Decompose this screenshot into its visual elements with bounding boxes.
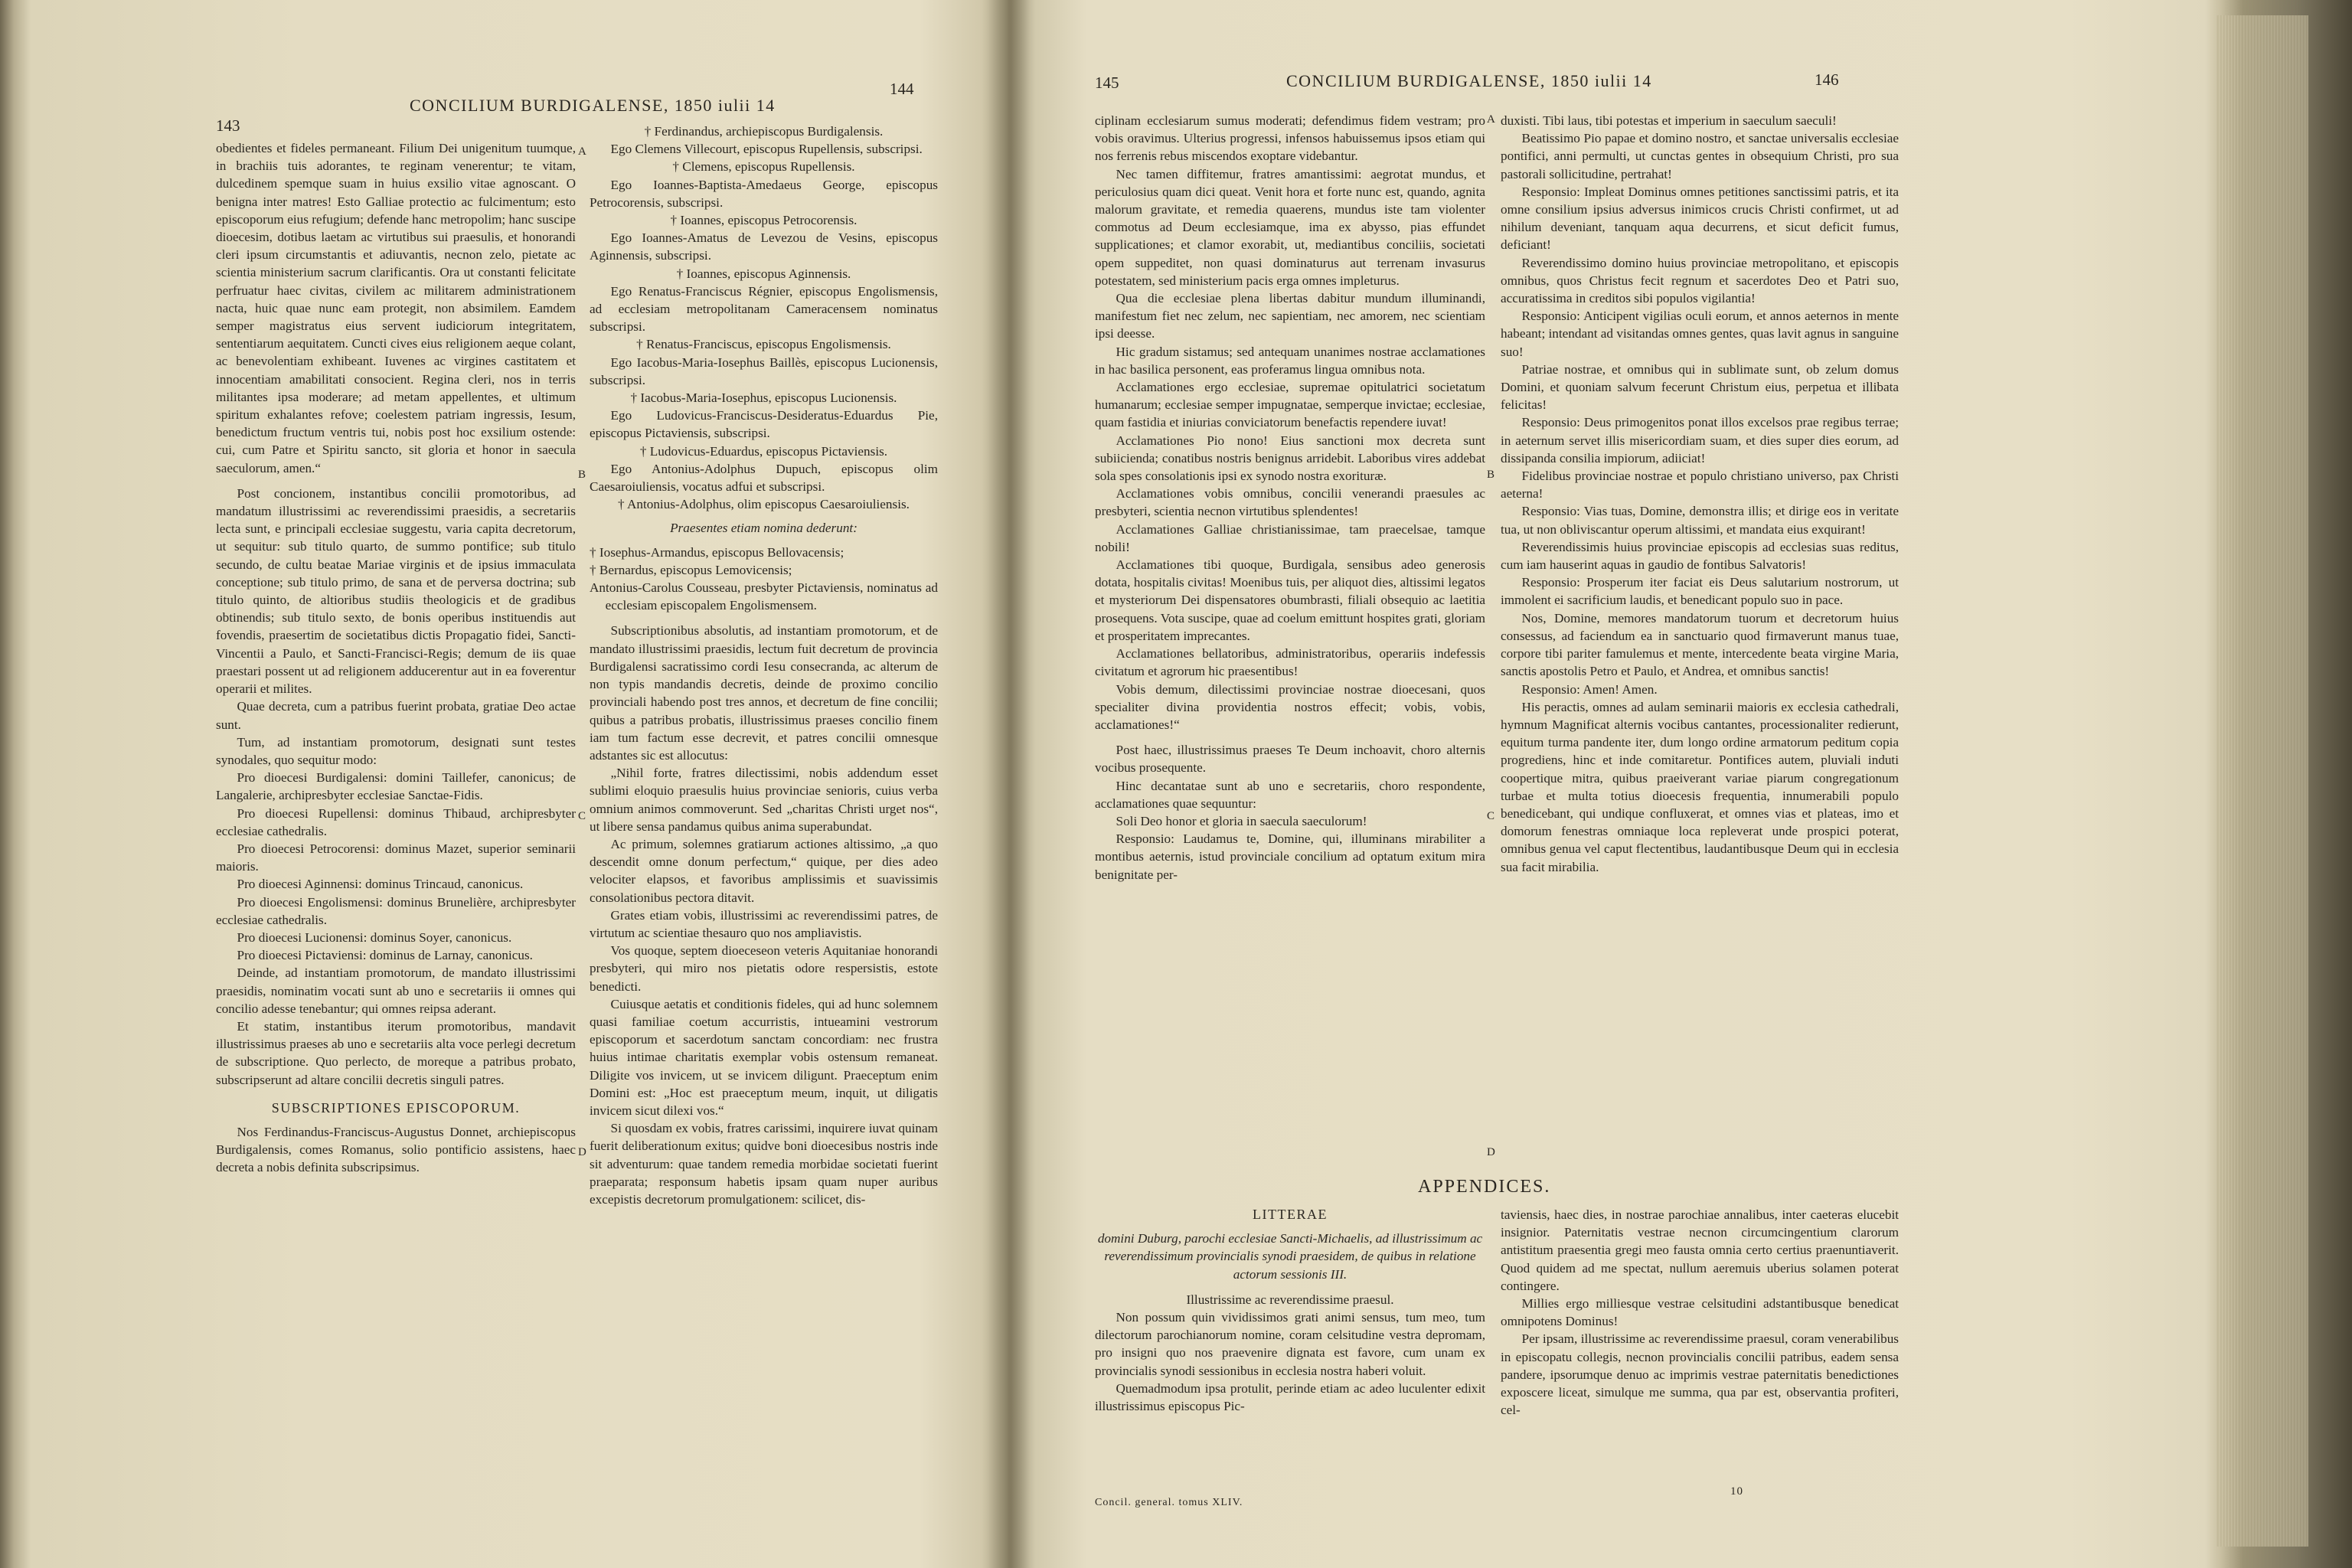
margin-letter: C xyxy=(578,810,586,822)
paragraph: Nec tamen diffitemur, fratres amantissimi: aegrotat mundus, et periculosius quam dici queat. Venit hora et forte nunc est, quando, agnita malorum gravitate, et remedia quaerens, mundus iste tam violenter commotus ad Deum ecclesiamque, ima ex abysso, pias effundet supplicationes; et clamor exorabit, ut, mediantibus conciliis, societati opem suppeditet, non quasi dominaturus aut terrenam invasurus potestatem, sed ministerium pacis erga omnes impleturus. xyxy=(1095,166,1485,288)
signature-line: † Ludovicus-Eduardus, episcopus Pictaviensis. xyxy=(639,443,888,459)
signature-line: † Renatus-Franciscus, episcopus Engolismensis. xyxy=(636,337,891,352)
paragraph: Millies ergo milliesque vestrae celsitudini adstantibusque benedicat omnipotens Dominus! xyxy=(1501,1296,1899,1329)
paragraph: Pro dioecesi Aginnensi: dominus Trincaud, canonicus. xyxy=(237,877,524,892)
running-head: CONCILIUM BURDIGALENSE, 1850 iulii 14 xyxy=(410,96,776,115)
left-page xyxy=(0,0,1018,1568)
section-heading: LITTERAE xyxy=(1253,1207,1328,1222)
margin-letter: D xyxy=(1487,1146,1495,1158)
paragraph: Patriae nostrae, et omnibus qui in sublimate sunt, ob zelum domus Domini, et quoniam salvum fecerunt Christum eius, perpetua et illibata felicitas! xyxy=(1501,361,1899,413)
signature-line: Ego Ioannes-Amatus de Levezou de Vesins, episcopus Aginnensis, subscripsi. xyxy=(590,230,938,263)
section-heading: SUBSCRIPTIONES EPISCOPORUM. xyxy=(271,1099,521,1116)
paragraph: Pro dioecesi Lucionensi: dominus Soyer, canonicus. xyxy=(237,929,512,945)
paragraph: Acclamationes bellatoribus, administratoribus, operariis indefessis civitatum et agrorum hic praesentibus! xyxy=(1095,646,1485,679)
paragraph: Pro dioecesi Engolismensi: dominus Brunelière, archipresbyter ecclesiae cathedralis. xyxy=(216,894,576,927)
margin-letter: A xyxy=(578,145,586,158)
text-column xyxy=(1095,112,1485,1168)
signature-line: † Iosephus-Armandus, episcopus Bellovacensis; xyxy=(590,544,844,560)
signature-line: † Iacobus-Maria-Iosephus, episcopus Lucionensis. xyxy=(630,390,897,406)
margin-letter: C xyxy=(1487,810,1495,822)
paragraph: Responsio: Vias tuas, Domine, demonstra illis; et dirige eos in veritate tua, ut non obliviscantur operum altissimi, et mandata eius exquirant! xyxy=(1501,504,1899,537)
paragraph: Si quosdam ex vobis, fratres carissimi, inquirere iuvat quinam fuerit deliberationum exitus; quidve boni dioecesibus nostris inde sit adventurum: quae tandem remedia morbidae societati fuerint praeparata; responsum habetis ipsam quam nuper auribus excepistis decretorum promulgationem: scilicet, dis- xyxy=(590,1121,938,1207)
paragraph: Vos quoque, septem dioeceseon veteris Aquitaniae honorandi presbyteri, qui miro nos pietatis odore respersistis, estote benedicti. xyxy=(590,943,938,994)
margin-letter: B xyxy=(578,469,586,481)
paragraph: Nos, Domine, memores mandatorum tuorum et decretorum huius consessus, ad faciendum ea in sanctuario quod firmaverunt manus tuae, corpore tibi pariter famulemus et mente, intercedente beata virgine Maria, sanctis apostolis Petro et Paulo, et Andrea, et omnibus sanctis! xyxy=(1501,610,1899,679)
margin-letter: B xyxy=(1487,469,1495,481)
signature-line: † Clemens, episcopus Rupellensis. xyxy=(672,159,855,175)
signature-line: Ego Clemens Villecourt, episcopus Rupellensis, subscripsi. xyxy=(610,142,923,157)
margin-letter: A xyxy=(1487,113,1495,126)
signature-line: † Bernardus, episcopus Lemovicensis; xyxy=(590,562,792,577)
text-column xyxy=(1095,1206,1485,1512)
signature-line: Antonius-Carolus Cousseau, presbyter Pictaviensis, nominatus ad ecclesiam episcopalem Engolismensem. xyxy=(590,580,938,613)
paragraph: Acclamationes vobis omnibus, concilii venerandi praesules ac presbyteri, scientia necnon virtutibus splendentes! xyxy=(1095,486,1485,519)
paragraph: Pro dioecesi Petrocorensi: dominus Mazet, superior seminarii maioris. xyxy=(216,841,576,874)
signature-line: Ego Iacobus-Maria-Iosephus Baillès, episcopus Lucionensis, subscripsi. xyxy=(590,354,938,387)
paragraph: Hic gradum sistamus; sed antequam unanimes nostrae acclamationes in hac basilica personent, eas proferamus lingua omnibus nota. xyxy=(1095,344,1485,377)
signature-mark: 10 xyxy=(1730,1485,1743,1498)
paragraph: Subscriptionibus absolutis, ad instantiam promotorum, et de mandato illustrissimi praesidis, lectum fuit decretum de provincia Burdigalensi sacratissimo cordi Iesu consecranda, ac alterum de non typis mandandis decretis, deinde de proximo concilio provinciali habendo post tres annos, et decretum de fine concilii; quibus a patribus probatis, illustrissimus praeses concilio finem iam tum factum esse decrevit, et patres concilii omnesque adstantes sic est allocutus: xyxy=(590,623,938,763)
paragraph: Per ipsam, illustrissime ac reverendissime praesul, coram venerabilibus in episcopatu collegis, necnon provincialis concilii patribus, eadem sensa pandere, ipsorumque denuo ac imprimis vestrae paternitatis benedictiones exposcere liceat, simulque me summa, qua par est, observantia profiteri, cel- xyxy=(1501,1331,1899,1418)
paragraph: ciplinam ecclesiarum sumus moderati; defendimus fidem vestram; pro vobis oravimus. Ulterius progressi, infensos habuissemus ipsos etiam qui nos ferrenis rebus miscendos exoptare videbantur. xyxy=(1095,113,1485,164)
paragraph: Quemadmodum ipsa protulit, perinde etiam ac adeo luculenter edixit illustrissimus episcopus Pic- xyxy=(1095,1380,1485,1414)
paragraph: „Nihil forte, fratres dilectissimi, nobis addendum esset sublimi eloquio praesulis huius provinciae senioris, cuius verba omnium animos commoverunt. Sed „charitas Christi urget nos“, ut libere sensa pandamus quibus anima superabundat. xyxy=(590,766,938,834)
text-column xyxy=(1501,1206,1899,1512)
paragraph: Pro dioecesi Burdigalensi: domini Taillefer, canonicus; de Langalerie, archipresbyter ecclesiae Sanctae-Fidis. xyxy=(216,770,576,803)
paragraph: Reverendissimo domino huius provinciae metropolitano, et episcopis omnibus, quos Christus fecit regnum et sacerdotes Deo et Patri suo, accuratissima in creditos sibi populos vigilantia! xyxy=(1501,255,1899,306)
paragraph: Beatissimo Pio papae et domino nostro, et sanctae universalis ecclesiae pontifici, anni permulti, ut cunctas gentes in obsequium Christi, pro sua pastorali sollicitudine, pertrahat! xyxy=(1501,131,1899,181)
text-column xyxy=(590,122,938,1516)
paragraph: Responsio: Amen! Amen. xyxy=(1521,681,1658,697)
page-number: 145 xyxy=(1095,74,1119,92)
text-column xyxy=(1501,112,1899,1168)
paragraph: Et statim, instantibus iterum promotoribus, mandavit illustrissimus praeses ab uno e secretariis alta voce perlegi decretum de subscriptione. Quo perlecto, de moreque a patribus probato, subscripserunt ad altare concilii decretis singuli patres. xyxy=(216,1018,576,1087)
salutation: Illustrissime ac reverendissime praesul. xyxy=(1186,1292,1394,1307)
signature-line: † Antonius-Adolphus, olim episcopus Caesaroiuliensis. xyxy=(618,497,910,512)
signature-line: † Ferdinandus, archiepiscopus Burdigalensis. xyxy=(644,124,884,139)
paragraph: Responsio: Laudamus te, Domine, qui, illuminans mirabiliter a montibus aeternis, istud provinciale concilium ad optatum exitum mira benignitate per- xyxy=(1095,831,1485,882)
signature-line: † Ioannes, episcopus Petrocorensis. xyxy=(670,213,858,228)
signature-line: † Ioannes, episcopus Aginnensis. xyxy=(676,266,851,281)
section-heading: Praesentes etiam nomina dederunt: xyxy=(670,521,858,536)
appendices-heading: APPENDICES. xyxy=(1418,1177,1551,1197)
signature-line: Ego Ludovicus-Franciscus-Desideratus-Eduardus Pie, episcopus Pictaviensis, subscripsi. xyxy=(590,408,938,441)
paragraph: Cuiusque aetatis et conditionis fideles, qui ad hunc solemnem quasi familiae coetum accurristis, intueamini vestrorum episcoporum et sacerdotum sanctam concordiam: nec frustra huius intimae charitatis exemplar vobis ostensum remaneat. Diligite vos invicem, ut se invicem diligunt. Praeceptum enim Domini est: „Hoc est praeceptum meum, inquit, ut diligatis invicem sicut dilexi vos.“ xyxy=(590,996,938,1118)
margin-letter: D xyxy=(578,1146,586,1158)
paragraph: Quae decreta, cum a patribus fuerint probata, gratiae Deo actae sunt. xyxy=(216,699,576,732)
paragraph: Vobis demum, dilectissimi provinciae nostrae dioecesani, quos specialiter divina providentia nostros effecit; vobis, vobis, acclamationes!“ xyxy=(1095,681,1485,732)
paragraph: Responsio: Anticipent vigilias oculi eorum, et annos aeternos in mente habeant; intendant ad visitandas omnes gentes, quas lavit agnus in sanguine suo! xyxy=(1501,309,1899,359)
paragraph: taviensis, haec dies, in nostrae parochiae annalibus, inter caeteras elucebit insignior. Paternitatis vestrae necnon circumcingentium clarorum antistitum praesentia gregi meo fausta omnia certo certius praenuntiaverit. Quod quidem ad me spectat, nullum aeremuis uberius solamen poterat contingere. xyxy=(1501,1207,1899,1293)
page-number: 146 xyxy=(1815,70,1839,89)
paragraph: Responsio: Impleat Dominus omnes petitiones sanctissimi patris, et ita omne consilium ipsius adversus inimicos crucis Christi confirmet, ut ad nihilum deveniant, tanquam aqua decurrens, et sicut deficit fumus, deficiant! xyxy=(1501,184,1899,253)
paragraph: Acclamationes ergo ecclesiae, supremae opitulatrici societatum humanarum; ecclesiae semper impugnatae, semperque invictae; ecclesiae, quam fastidia et iniurias conviciatorum benefactis rependere iuvat! xyxy=(1095,380,1485,430)
signature-line: Ego Ioannes-Baptista-Amedaeus George, episcopus Petrocorensis, subscripsi. xyxy=(590,177,938,210)
paragraph: Acclamationes Galliae christianissimae, tam praecelsae, tamque nobili! xyxy=(1095,521,1485,554)
paragraph: Fidelibus provinciae nostrae et populo christiano universo, pax Christi aeterna! xyxy=(1501,469,1899,501)
page-number: 143 xyxy=(216,116,240,135)
page-number: 144 xyxy=(890,80,914,98)
paragraph: Acclamationes tibi quoque, Burdigala, sensibus adeo generosis dotata, hospitalis civitas! Moenibus tuis, per aliquot dies, altissimi legatos et mysteriorum Dei dispensatores obumbrasti, filiali obsequio ac laetitia prosequens. Vota suscipe, quae ad coelum emittunt hospites grati, gloriam et prosperitatem imprecantes. xyxy=(1095,557,1485,643)
paragraph: Qua die ecclesiae plena libertas dabitur mundum illuminandi, manifestum fiet nec zelum, nec sapientiam, nec amorem, nec scientiam ipsi deesse. xyxy=(1095,291,1485,341)
paragraph: Nos Ferdinandus-Franciscus-Augustus Donnet, archiepiscopus Burdigalensis, comes Romanus, solio pontificio assistens, haec decreta a nobis definita subscripsimus. xyxy=(216,1124,576,1175)
paragraph: Post concionem, instantibus concilii promotoribus, ad mandatum illustrissimi ac reverendissimi praesidis, a secretariis lecta sunt, e principali ecclesiae suggestu, varia capita decretorum, ut sequitur: sub titulo quarto, de summo pontifice; sub titulo secundo, de cultu beatae Mariae virginis et de ipsius immaculata conceptione; sub titulo primo, de sana et de perversa doctrina; sub titulo quinto, de altioribus studiis theologicis et de gradibus obtinendis; sub titulo sexto, de bonis operibus instituendis aut fovendis, praesertim de societatibus dictis Propagatio fidei, Sancti-Vincentii a Paulo, et Sancti-Francisci-Regis; demum de iis quae praestari possent ut ad religionem adducerentur aut in ea foverentur operarii et milites. xyxy=(216,485,576,697)
footer-note: Concil. general. tomus XLIV. xyxy=(1095,1497,1243,1508)
paragraph: Pro dioecesi Pictaviensi: dominus de Larnay, canonicus. xyxy=(237,948,533,963)
paragraph: Acclamationes Pio nono! Eius sanctioni mox decreta sunt subiicienda; conatibus nostris benignus arridebit. Laboribus vires addebat sola spes consolationis ipsi ex synodo nostra exorituræ. xyxy=(1095,433,1485,484)
paragraph: Reverendissimis huius provinciae episcopis ad ecclesias suas reditus, cum iam hauserint aquas in gaudio de fontibus Salvatoris! xyxy=(1501,539,1899,573)
paragraph: His peractis, omnes ad aulam seminarii maioris ex ecclesia cathedrali, hymnum Magnificat alternis vocibus cantantes, processionaliter redierunt, equitum turma pandente iter, dum longo ordine armatorum peditum copia progrediens, hinc et inde comitaretur. Pontifices autem, pluviali induti coopertique mitra, quibus praeiverant variae piarum congregationum turbae et multa totius dioecesis frequentia, innumerabili populo benedicebant, qui undique confluxerat, et omnes vias et plateas, imo et domorum fenestras omniaque loca repleverat unde prospici poterat, omnibus genua vel caput flectentibus, laudantibusque Deum qui in ecclesia sua facit mirabilia. xyxy=(1501,699,1899,874)
paragraph: Ac primum, solemnes gratiarum actiones altissimo, „a quo descendit omne donum perfectum,“ quique, per dies adeo velociter elapsos, et favoribus amplissimis et suavissimis consolationibus pectora ditavit. xyxy=(590,836,938,905)
text-column xyxy=(216,139,576,1517)
paragraph: Deinde, ad instantiam promotorum, de mandato illustrissimi praesidis, nominatim vocati sunt ab uno e secretariis ii omnes qui concilio adesse tenebantur; qui omnes reipsa aderant. xyxy=(216,965,576,1016)
signature-line: Ego Renatus-Franciscus Régnier, episcopus Engolismensis, ad ecclesiam metropolitanam Cameracensem nominatus subscripsi. xyxy=(590,283,938,335)
signature-line: Ego Antonius-Adolphus Dupuch, episcopus olim Caesaroiuliensis, vocatus adfui et subscripsi. xyxy=(590,461,938,495)
paragraph: Responsio: Deus primogenitos ponat illos excelsos prae regibus terrae; in aeternum servet illis misericordiam suam, et dies super dies eorum, ad dissipanda consilia impiorum, adiiciat! xyxy=(1501,415,1899,466)
paragraph: Hinc decantatae sunt ab uno e secretariis, choro respondente, acclamationes quae sequuntur: xyxy=(1095,778,1485,811)
paragraph: duxisti. Tibi laus, tibi potestas et imperium in saeculum saeculi! xyxy=(1501,113,1837,128)
paragraph: Soli Deo honor et gloria in saecula saeculorum! xyxy=(1116,813,1367,828)
right-page xyxy=(1018,0,2213,1568)
section-subheading: domini Duburg, parochi ecclesiae Sancti-Michaelis, ad illustrissimum ac reverendissimum provincialis synodi praesidem, de quibus in relatione actorum sessionis III. xyxy=(1097,1231,1483,1282)
paragraph: Non possum quin vividissimos grati animi sensus, tum meo, tum dilectorum parochianorum nomine, coram celsitudine vestra depromam, pro insigni quo nos praevenire dignata est favore, cum unam ex provincialis synodi sessionibus in ecclesia nostra haberi voluit. xyxy=(1095,1310,1485,1378)
paragraph: Grates etiam vobis, illustrissimi ac reverendissimi patres, de virtutum ac scientiae thesauro quo nos ampliavistis. xyxy=(590,907,938,940)
page-edges xyxy=(2216,15,2308,1547)
paragraph: obedientes et fideles permaneant. Filium Dei unigenitum tuumque, in brachiis tuis adorantes, te reginam venerentur; te vitam, dulcedinem spemque suam in huius exsilio vitae agnoscant. O benigna inter matres! Esto Galliae protectio ac fulcimentum; esto episcoporum eius refugium; defende hanc metropolim; hanc suscipe dioecesim, dotibus laetam ac virtutibus sui praesulis, et honorandi cleri ipsum circumstantis et adiuvantis, necnon zelo, pietate ac scientia ministerium sacrum clarificantis. Ora ut constanti felicitate perfruatur haec civitas, civilem ac militarem administrationem nacta, huic quae nunc eam protegit, non absimilem. Eamdem semper magistratus eius servent iudiciorum integritatem, sententiarum aequitatem. Cuncti cives eius religionem aeque colant, ac benevolentiam exhibeant. Iuvenes ac virgines castitatem et innocentiam amabilitati consocient. Regina cleri, nos in terris militantes ipsa moderare; ad metam appellentes, et ultimum spiritum exhalantes refove; coelestem patriam ingressis, Iesum, benedictum fructum ventris tui, nobis post hoc exsilium ostende: cui, cum Patre et Spiritu sancto, sit gloria et honor in saecula saeculorum, amen.“ xyxy=(216,141,576,475)
paragraph: Post haec, illustrissimus praeses Te Deum inchoavit, choro alternis vocibus prosequente. xyxy=(1095,743,1485,776)
paragraph: Tum, ad instantiam promotorum, designati sunt testes synodales, quo sequitur modo: xyxy=(216,734,576,767)
running-head: CONCILIUM BURDIGALENSE, 1850 iulii 14 xyxy=(1286,71,1652,90)
paragraph: Pro dioecesi Rupellensi: dominus Thibaud, archipresbyter ecclesiae cathedralis. xyxy=(216,805,576,838)
paragraph: Responsio: Prosperum iter faciat eis Deus salutarium nostrorum, ut immolent ei sacrificium laudis, et benedicant populo suo in pace. xyxy=(1501,575,1899,608)
